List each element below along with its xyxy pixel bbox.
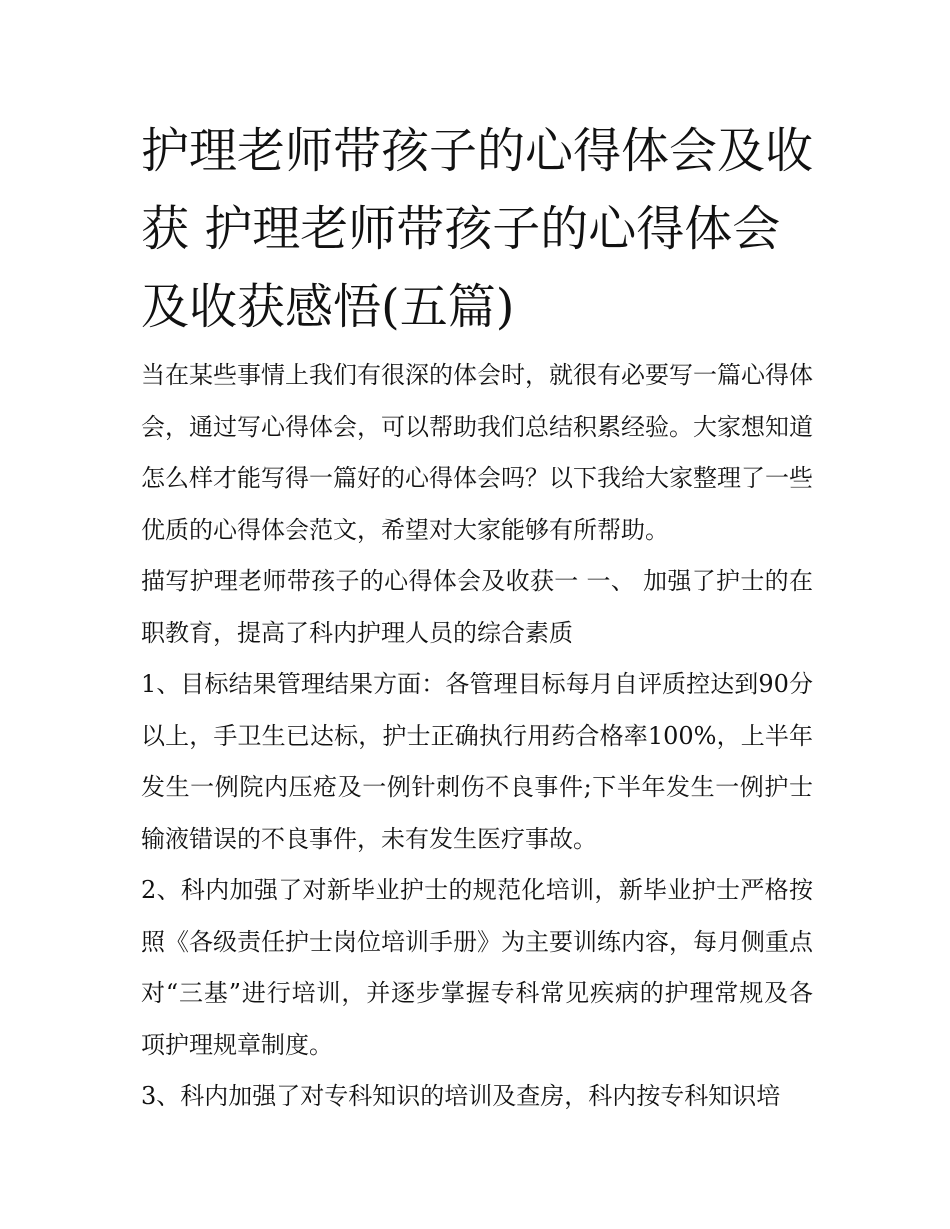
paragraph-item-1: 1、目标结果管理结果方面：各管理目标每月自评质控达到90分以上，手卫生已达标，护士正确执行用药合格率100%，上半年发生一例院内压疮及一例针刺伤不良事件;下半年发生一例护士输液错误的不良事件，未有发生医疗事故。 xyxy=(141,670,813,853)
paragraph-item-2: 2、科内加强了对新毕业护士的规范化培训，新毕业护士严格按照《各级责任护士岗位培训手册》为主要训练内容，每月侧重点对“三基”进行培训，并逐步掌握专科常见疾病的护理常规及各项护理规章制度。 xyxy=(141,876,813,1059)
document-body xyxy=(141,112,813,1123)
paragraph-intro: 当在某些事情上我们有很深的体会时，就很有必要写一篇心得体会，通过写心得体会，可以帮助我们总结积累经验。大家想知道怎么样才能写得一篇好的心得体会吗？以下我给大家整理了一些优质的心得体会范文，希望对大家能够有所帮助。 xyxy=(141,361,813,544)
paragraph-item-3: 3、科内加强了对专科知识的培训及查房，科内按专科知识培 xyxy=(141,1082,781,1110)
document-title: 护理老师带孩子的心得体会及收获 护理老师带孩子的心得体会及收获感悟(五篇) xyxy=(141,123,814,335)
paragraph-section-heading: 描写护理老师带孩子的心得体会及收获一 一、 加强了护士的在职教育，提高了科内护理人员的综合素质 xyxy=(141,567,813,647)
